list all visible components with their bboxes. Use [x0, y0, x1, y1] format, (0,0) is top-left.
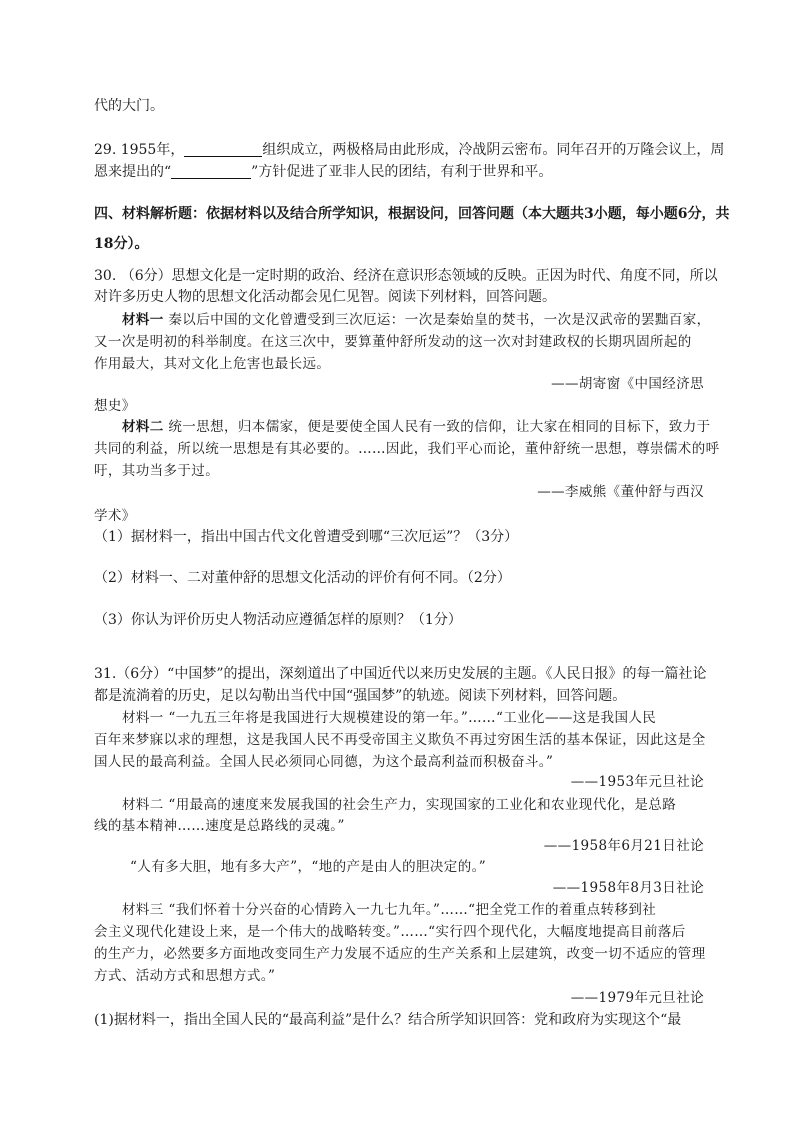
- question-30-intro-cont: 对许多历史人物的思想文化活动都会见仁见智。阅读下列材料，回答问题。: [94, 289, 556, 305]
- material-2-line-1: 材料二 统一思想，归本儒家，便是要使全国人民有一致的信仰，让大家在相同的目标下，致力于: [122, 419, 711, 435]
- material-1-source-cont: 想史》: [94, 398, 136, 414]
- news-material-3-source: ——1979年元旦社论: [570, 990, 704, 1006]
- news-material-2-source: ——1958年6月21日社论: [543, 838, 704, 854]
- material-2-line-3: 吁，其功当多于过。: [94, 463, 220, 479]
- material-label: 材料一: [122, 312, 164, 328]
- question-30-part-2: （2）材料一、二对董仲舒的思想文化活动的评价有何不同。（2分）: [94, 570, 511, 586]
- news-material-2-line-1: 材料二 “用最高的速度来发展我国的社会生产力，实现国家的工业化和农业现代化，是总路: [122, 797, 677, 813]
- section-4-heading-cont: 18分）。: [94, 236, 149, 252]
- material-1-line-1: 材料一 秦以后中国的文化曾遭受到三次厄运：一次是秦始皇的焚书，一次是汉武帝的罢黜百家，: [122, 312, 711, 328]
- question-31-part-1: (1)据材料一，指出全国人民的“最高利益”是什么？结合所学知识回答：党和政府为实现这个“最: [94, 1012, 682, 1028]
- news-material-1-source: ——1953年元旦社论: [570, 774, 704, 790]
- section-4-heading: 四、材料解析题：依据材料以及结合所学知识，根据设问，回答问题（本大题共3小题，每小题6分，共: [94, 206, 730, 222]
- question-31-intro-cont: 都是流淌着的历史，足以勾勒出当代中国“强国梦”的轨迹。阅读下列材料，回答问题。: [94, 688, 627, 704]
- fill-blank[interactable]: [171, 163, 251, 179]
- news-material-3-line-1: 材料三 “我们怀着十分兴奋的心情跨入一九七九年。”……“把全党工作的着重点转移到社: [122, 902, 657, 918]
- material-1-source: ——胡寄窗《中国经济思: [551, 376, 704, 392]
- fill-blank[interactable]: [184, 141, 262, 157]
- news-material-1-line-1: 材料一 “一九五三年将是我国进行大规模建设的第一年。”……“工业化——这是我国人民: [122, 710, 657, 726]
- material-2-line-2: 共同的利益，所以统一思想是有其必要的。……因此，我们平心而论，董仲舒统一思想，尊崇儒术的呼: [94, 441, 720, 457]
- material-label: 材料二: [122, 419, 164, 435]
- material-2-source-cont: 学术》: [94, 508, 136, 524]
- material-1-line-3: 作用最大，其对文化上危害也最长远。: [94, 356, 331, 372]
- question-29-line-1: 29. 1955年， 组织成立，两极格局由此形成，冷战阴云密布。同年召开的万隆会议上，周: [94, 142, 725, 158]
- news-material-2-source-2: ——1958年8月3日社论: [552, 880, 704, 896]
- news-material-1-line-2: 百年来梦寐以求的理想，这是我国人民不再受帝国主义欺负不再过穷困生活的基本保证，因此这是全: [94, 732, 706, 748]
- news-material-1-line-3: 国人民的最高利益。全国人民必须同心同德，为这个最高利益而积极奋斗。”: [94, 754, 554, 770]
- question-31-intro: 31.（6分）“中国梦”的提出，深刻道出了中国近代以来历史发展的主题。《人民日报》的每一篇社论: [94, 666, 707, 682]
- material-2-source: ——李威熊《董仲舒与西汉: [537, 484, 704, 500]
- news-material-3-line-3: 的生产力，必然要多方面地改变同生产力发展不适应的生产关系和上层建筑，改变一切不适应的管理: [94, 946, 706, 962]
- question-30-intro: 30. （6分）思想文化是一定时期的政治、经济在意识形态领域的反映。正因为时代、角度不同，所以: [94, 268, 718, 284]
- text-line: 代的大门。: [94, 98, 164, 114]
- question-29-line-2: 恩来提出的“ ”方针促进了亚非人民的团结，有利于世界和平。: [94, 164, 553, 180]
- news-material-3-line-4: 方式、活动方式和思想方式。”: [94, 968, 276, 984]
- question-30-part-1: （1）据材料一，指出中国古代文化曾遭受到哪“三次厄运”？（3分）: [94, 529, 519, 545]
- news-material-2-line-2: 线的基本精神……速度是总路线的灵魂。”: [94, 818, 345, 834]
- material-1-line-2: 又一次是明初的科举制度。在这三次中，要算董仲舒所发动的这一次对封建政权的长期巩固所起的: [94, 334, 692, 350]
- news-material-3-line-2: 会主义现代化建设上来，是一个伟大的战略转变。”……“实行四个现代化，大幅度地提高目前落后: [94, 924, 686, 940]
- question-30-part-3: （3）你认为评价历史人物活动应遵循怎样的原则？（1分）: [94, 612, 462, 628]
- news-material-2-quote: “人有多大胆，地有多大产”，“地的产是由人的胆决定的。”: [130, 859, 487, 875]
